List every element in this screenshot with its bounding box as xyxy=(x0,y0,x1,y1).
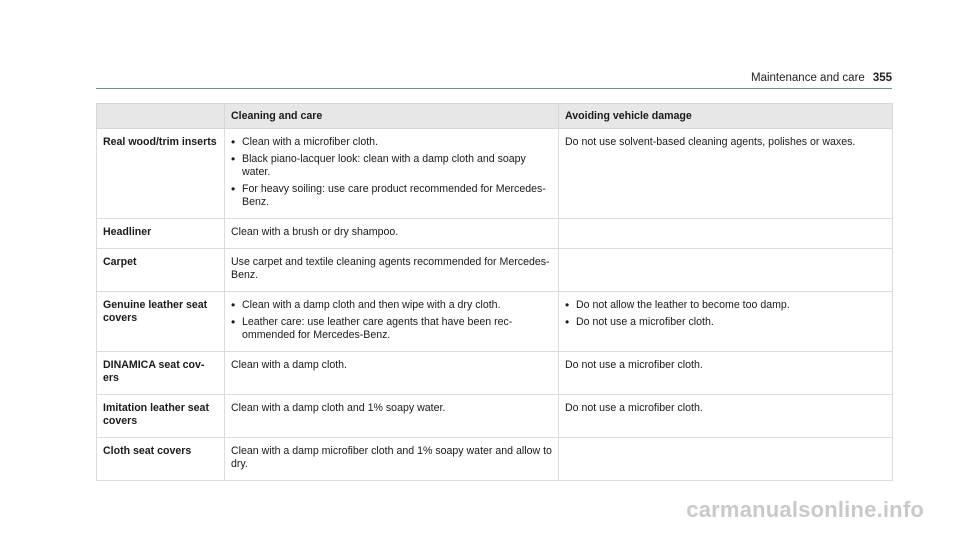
care-list xyxy=(231,299,552,342)
section-title: Maintenance and care xyxy=(751,72,865,84)
care-cell xyxy=(225,292,559,352)
list-item: • For heavy soiling: use care product recommended for Mercedes-Benz. xyxy=(231,183,552,209)
list-item: • Black piano-lacquer look: clean with a damp cloth and soapy water. xyxy=(231,153,552,179)
row-label: Genuine leather seat covers xyxy=(97,292,225,352)
header-rule xyxy=(96,88,892,89)
column-header-damage: Avoiding vehicle damage xyxy=(559,104,893,129)
damage-cell xyxy=(559,219,893,249)
care-list xyxy=(231,136,552,209)
page-number: 355 xyxy=(872,72,892,84)
table-row xyxy=(97,219,893,249)
table-row xyxy=(97,352,893,395)
table-row xyxy=(97,292,893,352)
row-label: Carpet xyxy=(97,249,225,292)
care-cell xyxy=(225,129,559,219)
list-item: • Leather care: use leather care agents that have been rec-ommended for Mercedes-Benz. xyxy=(231,316,552,342)
damage-cell: Do not use a microfiber cloth. xyxy=(559,395,893,438)
cleaning-table xyxy=(96,103,893,481)
care-cell: Clean with a damp cloth and 1% soapy water. xyxy=(225,395,559,438)
damage-cell: Do not use a microfiber cloth. xyxy=(559,352,893,395)
care-cell: Clean with a brush or dry shampoo. xyxy=(225,219,559,249)
column-header-care: Cleaning and care xyxy=(225,104,559,129)
damage-cell: Do not use solvent-based cleaning agents, polishes or waxes. xyxy=(559,129,893,219)
row-label: Headliner xyxy=(97,219,225,249)
row-label: Real wood/trim inserts xyxy=(97,129,225,219)
column-header-item xyxy=(97,104,225,129)
table-row xyxy=(97,395,893,438)
care-cell: Clean with a damp microfiber cloth and 1% soapy water and allow to dry. xyxy=(225,438,559,481)
care-cell: Use carpet and textile cleaning agents recommended for Mercedes-Benz. xyxy=(225,249,559,292)
row-label: Imitation leather seat covers xyxy=(97,395,225,438)
watermark-logo: carmanualsonline.info xyxy=(686,497,924,522)
running-header xyxy=(751,72,892,84)
table-header-row xyxy=(97,104,893,129)
row-label: Cloth seat covers xyxy=(97,438,225,481)
list-item: • Clean with a microfiber cloth. xyxy=(231,136,552,149)
row-label: DINAMICA seat cov-ers xyxy=(97,352,225,395)
care-cell: Clean with a damp cloth. xyxy=(225,352,559,395)
damage-cell xyxy=(559,438,893,481)
table-row xyxy=(97,129,893,219)
list-item: • Do not use a microfiber cloth. xyxy=(565,316,886,329)
damage-cell xyxy=(559,249,893,292)
damage-list xyxy=(565,299,886,329)
list-item: • Clean with a damp cloth and then wipe with a dry cloth. xyxy=(231,299,552,312)
table-row xyxy=(97,249,893,292)
table-row xyxy=(97,438,893,481)
damage-cell xyxy=(559,292,893,352)
list-item: • Do not allow the leather to become too damp. xyxy=(565,299,886,312)
